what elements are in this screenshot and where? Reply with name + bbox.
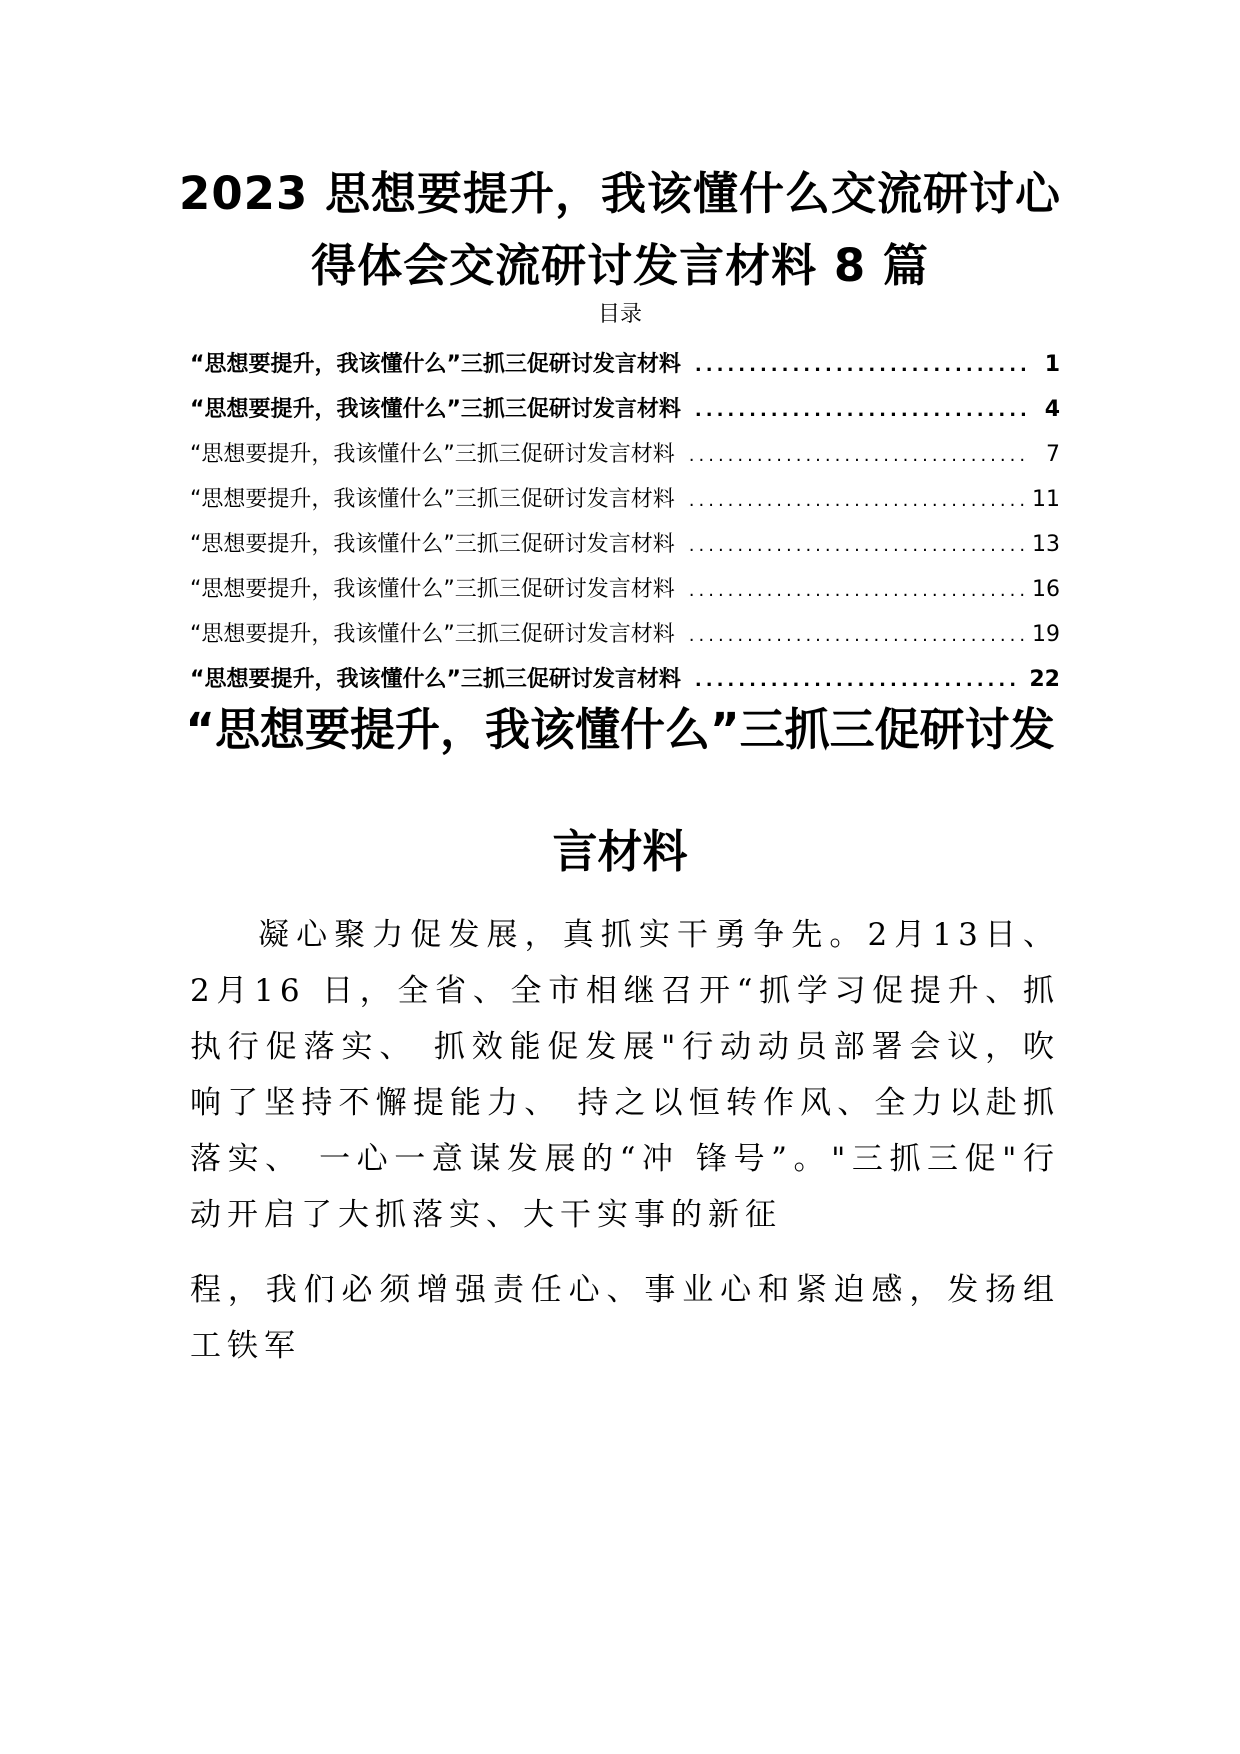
toc-entry-page: 22 bbox=[1029, 667, 1060, 692]
toc-dot-leader bbox=[689, 486, 1024, 516]
toc-heading: 目录 bbox=[597, 302, 642, 327]
toc-entry[interactable] bbox=[190, 620, 1060, 665]
toc-entry-title: “思想要提升，我该懂什么”三抓三促研讨发言材料 bbox=[190, 487, 675, 512]
toc-dot-leader bbox=[689, 576, 1024, 606]
toc-entry[interactable] bbox=[190, 485, 1060, 530]
toc-entry[interactable] bbox=[190, 575, 1060, 620]
toc-entry-page: 4 bbox=[1044, 397, 1060, 422]
toc-entry-page: 7 bbox=[1046, 442, 1060, 467]
toc-entry-title: “思想要提升，我该懂什么”三抓三促研讨发言材料 bbox=[190, 577, 675, 602]
toc-entry-title: “思想要提升，我该懂什么”三抓三促研讨发言材料 bbox=[190, 352, 681, 377]
toc-entry-title: “思想要提升，我该懂什么”三抓三促研讨发言材料 bbox=[190, 397, 681, 422]
toc-entry[interactable] bbox=[190, 395, 1060, 440]
toc-dot-leader bbox=[695, 666, 1021, 696]
toc-dot-leader bbox=[689, 441, 1028, 471]
body-paragraph: 程，我们必须增强责任心、事业心和紧迫感，发扬组工铁军 bbox=[190, 1272, 1060, 1364]
toc-dot-leader bbox=[689, 621, 1024, 651]
toc-entry-title: “思想要提升，我该懂什么”三抓三促研讨发言材料 bbox=[190, 532, 675, 557]
body-paragraph: 凝心聚力促发展，真抓实干勇争先。2月13日、2月16 日，全省、全市相继召开“抓学习促提升、抓执行促落实、 抓效能促发展"行动动员部署会议，吹响了坚持不懈提能力、 持之以恒转作风、全力以赴抓落实、 一心一意谋发展的“冲 锋号”。"三抓三促"行动开启了大抓落实、大干实事的新征 bbox=[190, 917, 1060, 1233]
toc-entry-page: 16 bbox=[1032, 577, 1060, 602]
section-title-line-1: “思想要提升，我该懂什么”三抓三促研讨发 bbox=[185, 703, 1055, 756]
toc-dot-leader bbox=[695, 351, 1028, 381]
toc-entry[interactable] bbox=[190, 440, 1060, 485]
toc-dot-leader bbox=[689, 531, 1024, 561]
toc-entry-title: “思想要提升，我该懂什么”三抓三促研讨发言材料 bbox=[190, 622, 675, 647]
toc-entry-page: 19 bbox=[1032, 622, 1060, 647]
document-title-line-1: 2023 思想要提升，我该懂什么交流研讨心 bbox=[179, 167, 1061, 220]
toc-entry-page: 11 bbox=[1032, 487, 1060, 512]
section-title-line-2: 言材料 bbox=[552, 825, 688, 878]
table-of-contents bbox=[190, 350, 1060, 710]
toc-entry[interactable] bbox=[190, 350, 1060, 395]
document-title-line-2: 得体会交流研讨发言材料 8 篇 bbox=[311, 239, 929, 292]
toc-entry-page: 1 bbox=[1044, 352, 1060, 377]
toc-dot-leader bbox=[695, 396, 1028, 426]
toc-entry-page: 13 bbox=[1032, 532, 1060, 557]
toc-entry[interactable] bbox=[190, 530, 1060, 575]
toc-entry-title: “思想要提升，我该懂什么”三抓三促研讨发言材料 bbox=[190, 442, 675, 467]
toc-entry-title: “思想要提升，我该懂什么”三抓三促研讨发言材料 bbox=[190, 667, 681, 692]
